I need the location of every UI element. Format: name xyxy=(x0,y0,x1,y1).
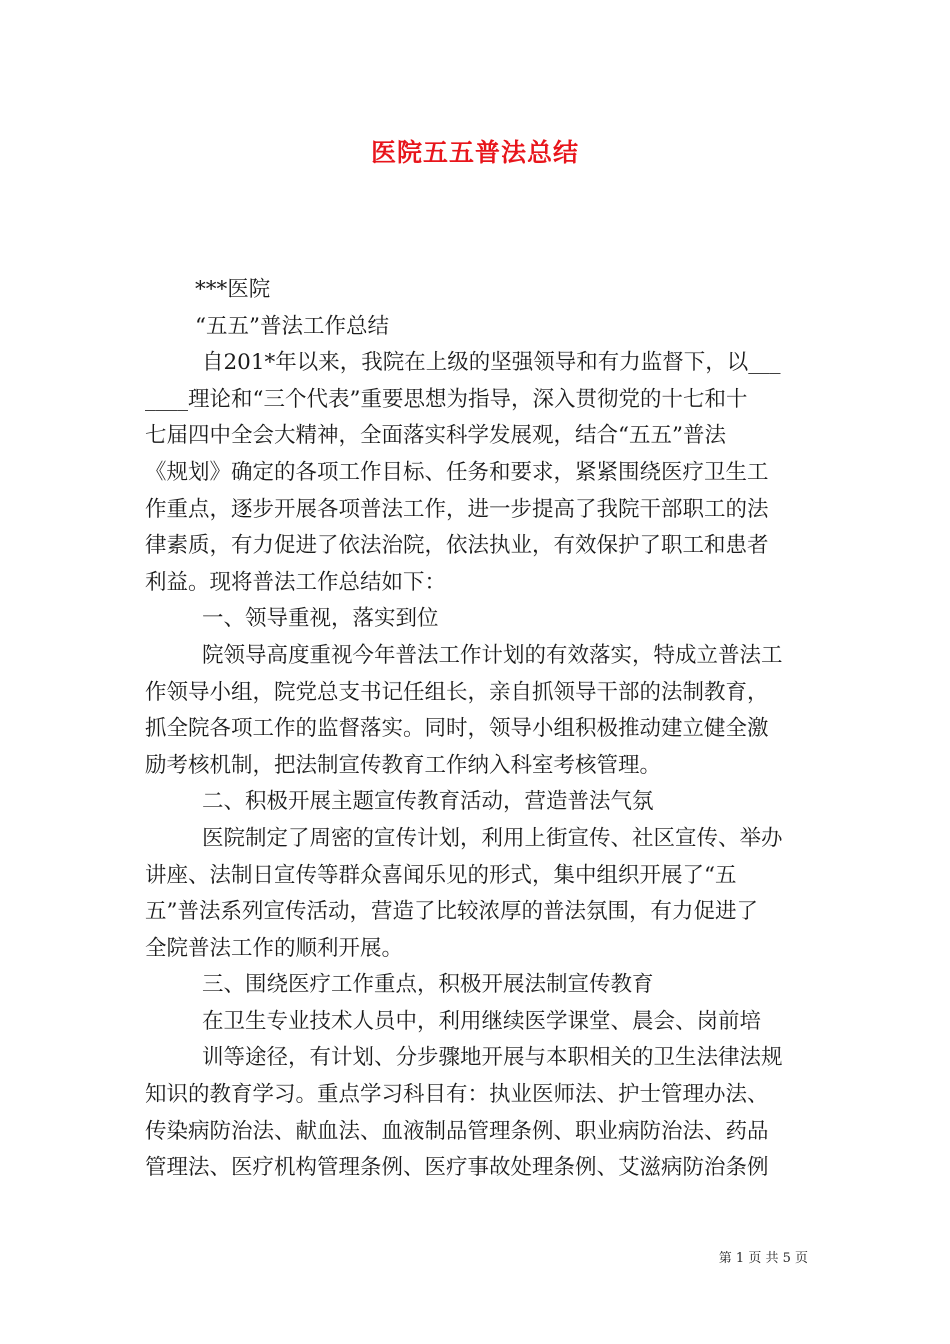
body-line: 五”普法系列宣传活动，营造了比较浓厚的普法氛围，有力促进了 xyxy=(145,899,758,925)
body-line: 医院制定了周密的宣传计划，利用上街宣传、社区宣传、举办 xyxy=(202,825,783,851)
section-heading: 二、积极开展主题宣传教育活动，营造普法气氛 xyxy=(202,789,654,815)
document-title: 医院五五普法总结 xyxy=(370,138,579,167)
body-line: “五五”普法工作总结 xyxy=(195,313,389,339)
body-line: 作领导小组，院党总支书记任组长，亲自抓领导干部的法制教育， xyxy=(145,679,769,705)
body-line: 作重点，逐步开展各项普法工作，进一步提高了我院干部职工的法 xyxy=(145,496,769,522)
body-line: 七届四中全会大精神，全面落实科学发展观，结合“五五”普法 xyxy=(145,423,726,449)
body-line: 励考核机制，把法制宣传教育工作纳入科室考核管理。 xyxy=(145,752,662,778)
body-line: 管理法、医疗机构管理条例、医疗事故处理条例、艾滋病防治条例 xyxy=(145,1155,769,1181)
body-line: 院领导高度重视今年普法工作计划的有效落实，特成立普法工 xyxy=(202,642,783,668)
body-line: ***医院 xyxy=(195,277,271,302)
document-body xyxy=(145,272,810,1187)
body-line: 全院普法工作的顺利开展。 xyxy=(145,935,404,961)
body-line: 在卫生专业技术人员中，利用继续医学课堂、晨会、岗前培 xyxy=(202,1008,762,1034)
body-line: 利益。现将普法工作总结如下： xyxy=(145,569,447,595)
body-line: 抓全院各项工作的监督落实。同时，领导小组积极推动建立健全激 xyxy=(145,716,769,742)
body-line: 知识的教育学习。重点学习科目有：执业医师法、护士管理办法、 xyxy=(145,1082,769,1108)
body-line: ____理论和“三个代表”重要思想为指导，深入贯彻党的十七和十 xyxy=(145,386,748,412)
body-line: 讲座、法制日宣传等群众喜闻乐见的形式，集中组织开展了“五 xyxy=(145,862,737,888)
body-line: 传染病防治法、献血法、血液制品管理条例、职业病防治法、药品 xyxy=(145,1118,769,1144)
section-heading: 三、围绕医疗工作重点，积极开展法制宣传教育 xyxy=(202,972,654,998)
body-line: 训等途径，有计划、分步骤地开展与本职相关的卫生法律法规 xyxy=(202,1045,783,1071)
body-line: 律素质，有力促进了依法治院，依法执业，有效保护了职工和患者 xyxy=(145,533,769,559)
body-line: 《规划》确定的各项工作目标、任务和要求，紧紧围绕医疗卫生工 xyxy=(145,459,769,485)
body-line: 自201*年以来，我院在上级的坚强领导和有力监督下，以___ xyxy=(202,350,781,376)
page-number: 第 1 页 共 5 页 xyxy=(718,1251,808,1266)
section-heading: 一、领导重视，落实到位 xyxy=(202,606,439,632)
